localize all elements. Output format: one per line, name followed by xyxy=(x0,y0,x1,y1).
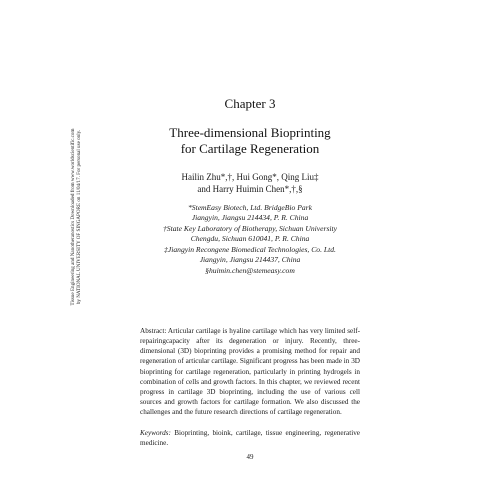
download-notice-line-2: by NATIONAL UNIVERSITY OF SINGAPORE on 11/04/17. For personal use only. xyxy=(76,129,83,305)
affiliation-list xyxy=(0,203,500,276)
author-list xyxy=(0,171,500,195)
chapter-title-line-2: for Cartilage Regeneration xyxy=(180,141,320,156)
affiliation-line: Jiangyin, Jiangsu 214437, China xyxy=(199,255,301,265)
download-notice-line-1: Tissue Engineering and Nanotheranostics Downloaded from www.worldscientific.com xyxy=(70,128,76,306)
affiliation-line: ‡Jiangyin Recongene Biomedical Technologies, Co. Ltd. xyxy=(164,244,336,254)
affiliation-line: Chengdu, Sichuan 610041, P. R. China xyxy=(190,234,310,244)
author-line-1: Hailin Zhu*,†, Hui Gong*, Qing Liu‡ xyxy=(181,172,319,182)
page-number: 49 xyxy=(246,453,254,461)
keywords-paragraph xyxy=(140,428,360,448)
keywords-text: Bioprinting, bioink, cartilage, tissue engineering, regenerative medicine. xyxy=(140,429,360,448)
chapter-title-line-1: Three-dimensional Bioprinting xyxy=(169,125,331,140)
affiliation-line: Jiangyin, Jiangsu 214434, P. R. China xyxy=(191,213,309,223)
affiliation xyxy=(0,203,500,223)
affiliation-line: †State Key Laboratory of Biotherapy, Sichuan University xyxy=(163,223,337,233)
affiliation xyxy=(0,245,500,265)
abstract-paragraph: Abstract: Articular cartilage is hyaline cartilage which has very limited self-repairingcapacity after its degeneration or injury. Recently, three-dimensional (3D) bioprinting provides a promising method for repair and regeneration of articular cartilage. Significant progress has been made in 3D bioprinting for cartilage regeneration, particularly in printing hydrogels in combination of cells and growth factors. In this chapter, we reviewed recent progress in cartilage 3D bioprinting, including the use of various cell sources and growth factors for cartilage formation. We also discussed the challenges and the future research directions of cartilage regeneration. xyxy=(140,327,360,416)
chapter-title xyxy=(0,125,500,157)
keywords-label: Keywords: xyxy=(140,429,171,438)
author-line-2: and Harry Huimin Chen*,†,§ xyxy=(197,184,303,194)
chapter-label: Chapter 3 xyxy=(224,96,276,111)
affiliation-line: *StemEasy Biotech, Ltd. BridgeBio Park xyxy=(187,203,312,212)
affiliation xyxy=(0,224,500,244)
corresponding-email: §huimin.chen@stemeasy.com xyxy=(205,265,295,275)
